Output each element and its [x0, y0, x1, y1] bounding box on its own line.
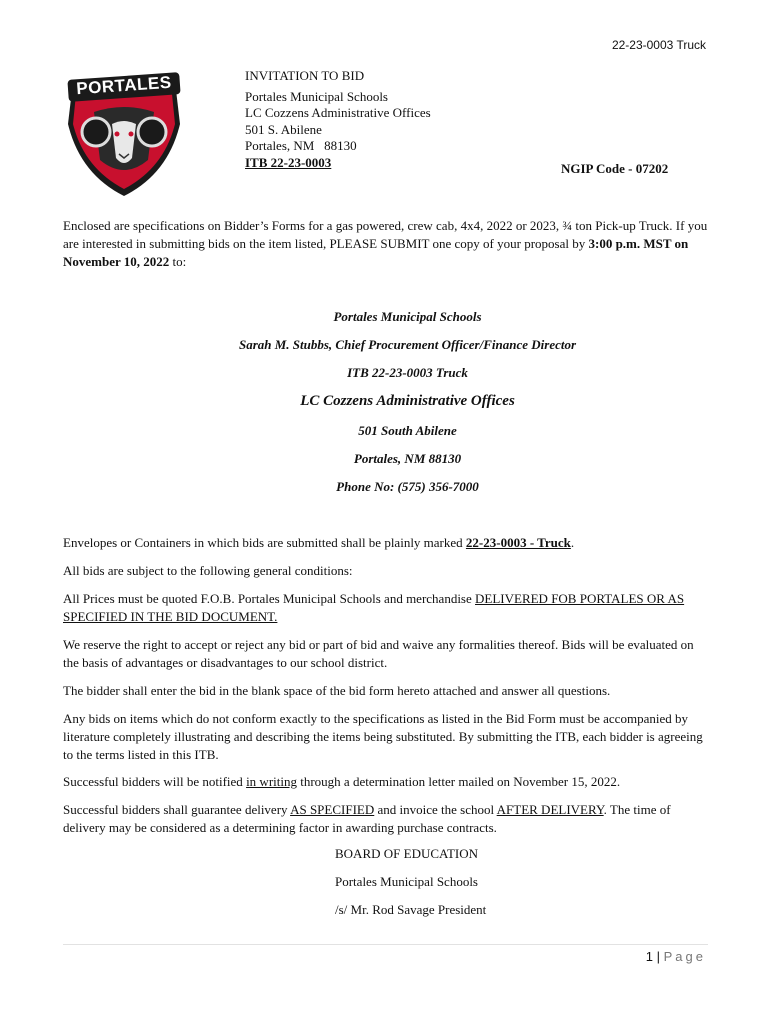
notified-text: Successful bidders will be notified	[63, 774, 247, 789]
recipient-phone: Phone No: (575) 356-7000	[336, 479, 479, 494]
footer-divider	[63, 944, 708, 945]
ngip-code: NGIP Code - 07202	[561, 161, 669, 176]
recipient-itb: ITB 22-23-0003 Truck	[347, 365, 468, 380]
invitation-title: INVITATION TO BID	[245, 68, 365, 83]
delivery-text: Successful bidders shall guarantee delivery	[63, 802, 291, 817]
delivery-mid: and invoice the school	[374, 802, 497, 817]
fob-paragraph	[63, 590, 708, 626]
fob-text: All Prices must be quoted F.O.B. Portales Municipal Schools and merchandise	[63, 591, 476, 606]
notified-underlined: in writing	[246, 774, 297, 789]
envelopes-end: .	[570, 535, 575, 550]
general-conditions: All bids are subject to the following general conditions:	[63, 563, 353, 578]
delivery-paragraph	[63, 801, 708, 837]
envelopes-text: Envelopes or Containers in which bids are submitted shall be plainly marked	[63, 535, 466, 550]
board-title: BOARD OF EDUCATION	[335, 846, 479, 861]
envelopes-mark: 22-23-0003 - Truck	[465, 535, 571, 550]
recipient-street: 501 South Abilene	[358, 423, 457, 438]
intro-deadline: 3:00 p.m. MST on November 10, 2022	[63, 236, 689, 269]
intro-text: Enclosed are specifications on Bidder’s Forms for a gas powered, crew cab, 4x4, 2022 or 2023, ¾ ton Pick-up Truck. If you are interested in submitting bids on the item listed, PLEASE SUBMIT one copy of your proposal by	[63, 218, 708, 251]
envelopes-paragraph	[63, 534, 708, 552]
intro-suffix: to:	[169, 254, 187, 269]
document-reference: 22-23-0003 Truck	[611, 38, 706, 52]
page-number: 1	[645, 949, 653, 964]
board-signer: /s/ Mr. Rod Savage President	[335, 902, 487, 917]
itb-number: ITB 22-23-0003	[245, 154, 332, 170]
recipient-city: Portales, NM 88130	[353, 451, 462, 466]
bidder-paragraph: The bidder shall enter the bid in the blank space of the bid form hereto attached and answer all questions.	[63, 683, 611, 698]
intro-paragraph	[63, 217, 708, 271]
address-org: Portales Municipal Schools	[245, 88, 388, 104]
recipient-office: LC Cozzens Administrative Offices	[300, 393, 515, 409]
page-label: Page	[663, 949, 706, 964]
delivery-end: . The time of delivery may be considered as a determining factor in awarding purchase contracts.	[63, 802, 671, 835]
address-block	[245, 68, 431, 171]
address-street: 501 S. Abilene	[245, 121, 322, 137]
address-office: LC Cozzens Administrative Offices	[245, 105, 431, 120]
board-org: Portales Municipal Schools	[335, 874, 478, 889]
recipient-org: Portales Municipal Schools	[333, 309, 482, 324]
logo-wordmark: PORTALES	[75, 72, 173, 99]
delivery-as-specified: AS SPECIFIED	[290, 802, 375, 817]
fob-underlined: DELIVERED FOB PORTALES OR AS SPECIFIED IN THE BID DOCUMENT.	[63, 591, 685, 624]
address-city: Portales, NM 88130	[245, 138, 357, 153]
reserve-paragraph: We reserve the right to accept or reject any bid or part of bid and waive any formalities thereof. Bids will be evaluated on the basis of advantages or disadvantages to our school district.	[63, 637, 694, 670]
delivery-after: AFTER DELIVERY	[496, 802, 604, 817]
recipient-person: Sarah M. Stubbs, Chief Procurement Officer/Finance Director	[238, 337, 577, 352]
page-separator: |	[656, 949, 660, 964]
notified-paragraph	[63, 773, 708, 791]
notified-end: through a determination letter mailed on November 15, 2022.	[296, 774, 621, 789]
page-footer	[646, 949, 706, 964]
conform-paragraph: Any bids on items which do not conform exactly to the specifications as listed in the Bid Form must be accompanied by literature completely illustrating and describing the items being substituted. By submitting the ITB, each bidder is agreeing to the terms listed in this ITB.	[63, 711, 703, 762]
school-logo	[62, 62, 186, 200]
